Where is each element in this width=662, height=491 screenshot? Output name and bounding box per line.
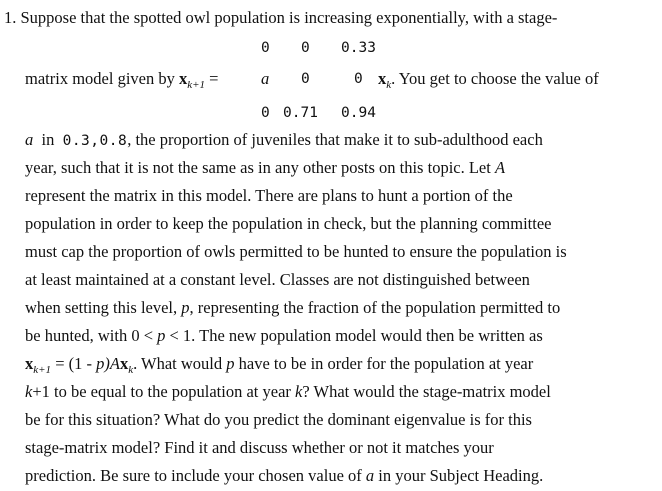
problem-line-1: 1. Suppose that the spotted owl population is increasing exponentially, with a stage- — [4, 8, 558, 27]
problem-line-6: represent the matrix in this model. There are plans to hunt a portion of the — [25, 186, 513, 205]
problem-line-11: be hunted, with 0 < p < 1. The new population model would then be written as — [25, 326, 543, 345]
matrix-cell-1-2: 0 — [301, 40, 310, 56]
problem-line-14: be for this situation? What do you predict the dominant eigenvalue is for this — [25, 410, 532, 429]
problem-line-15: stage-matrix model? Find it and discuss whether or not it matches your — [25, 438, 494, 457]
problem-line-13: k+1 to be equal to the population at year k? What would the stage-matrix model — [25, 382, 551, 401]
problem-line-2-tail: $x_k$. You get to choose the value of — [378, 69, 599, 91]
problem-number: 1. — [4, 8, 17, 27]
problem-line-4: a in 0.3,0.8, the proportion of juveniles that make it to sub-adulthood each — [25, 130, 543, 149]
matrix-cell-2-2: 0 — [301, 71, 310, 87]
problem-line-9: at least maintained at a constant level. Classes are not distinguished between — [25, 270, 530, 289]
problem-line-2: matrix model given by $x_{k+1}$ = — [25, 69, 219, 91]
matrix-cell-3-2: 0.71 — [283, 105, 318, 121]
problem-line-16: prediction. Be sure to include your chosen value of a in your Subject Heading. — [25, 466, 544, 485]
matrix-cell-1-1: 0 — [261, 40, 270, 56]
matrix-cell-3-1: 0 — [261, 105, 270, 121]
problem-line-10: when setting this level, p, representing the fraction of the population permitted to — [25, 298, 561, 317]
matrix-cell-3-3: 0.94 — [341, 105, 376, 121]
problem-line-12: $x_{k+1} = (1 - p)Ax_k$. What would p have to be in order for the population at year — [25, 354, 534, 376]
matrix-cell-1-3: 0.33 — [341, 40, 376, 56]
problem-line-5: year, such that it is not the same as in any other posts on this topic. Let A — [25, 158, 506, 177]
matrix-cell-2-3: 0 — [354, 71, 363, 87]
problem-line-7: population in order to keep the population in check, but the planning committee — [25, 214, 552, 233]
problem-line-8: must cap the proportion of owls permitted to be hunted to ensure the population is — [25, 242, 567, 261]
matrix-cell-2-1: a — [261, 69, 270, 88]
